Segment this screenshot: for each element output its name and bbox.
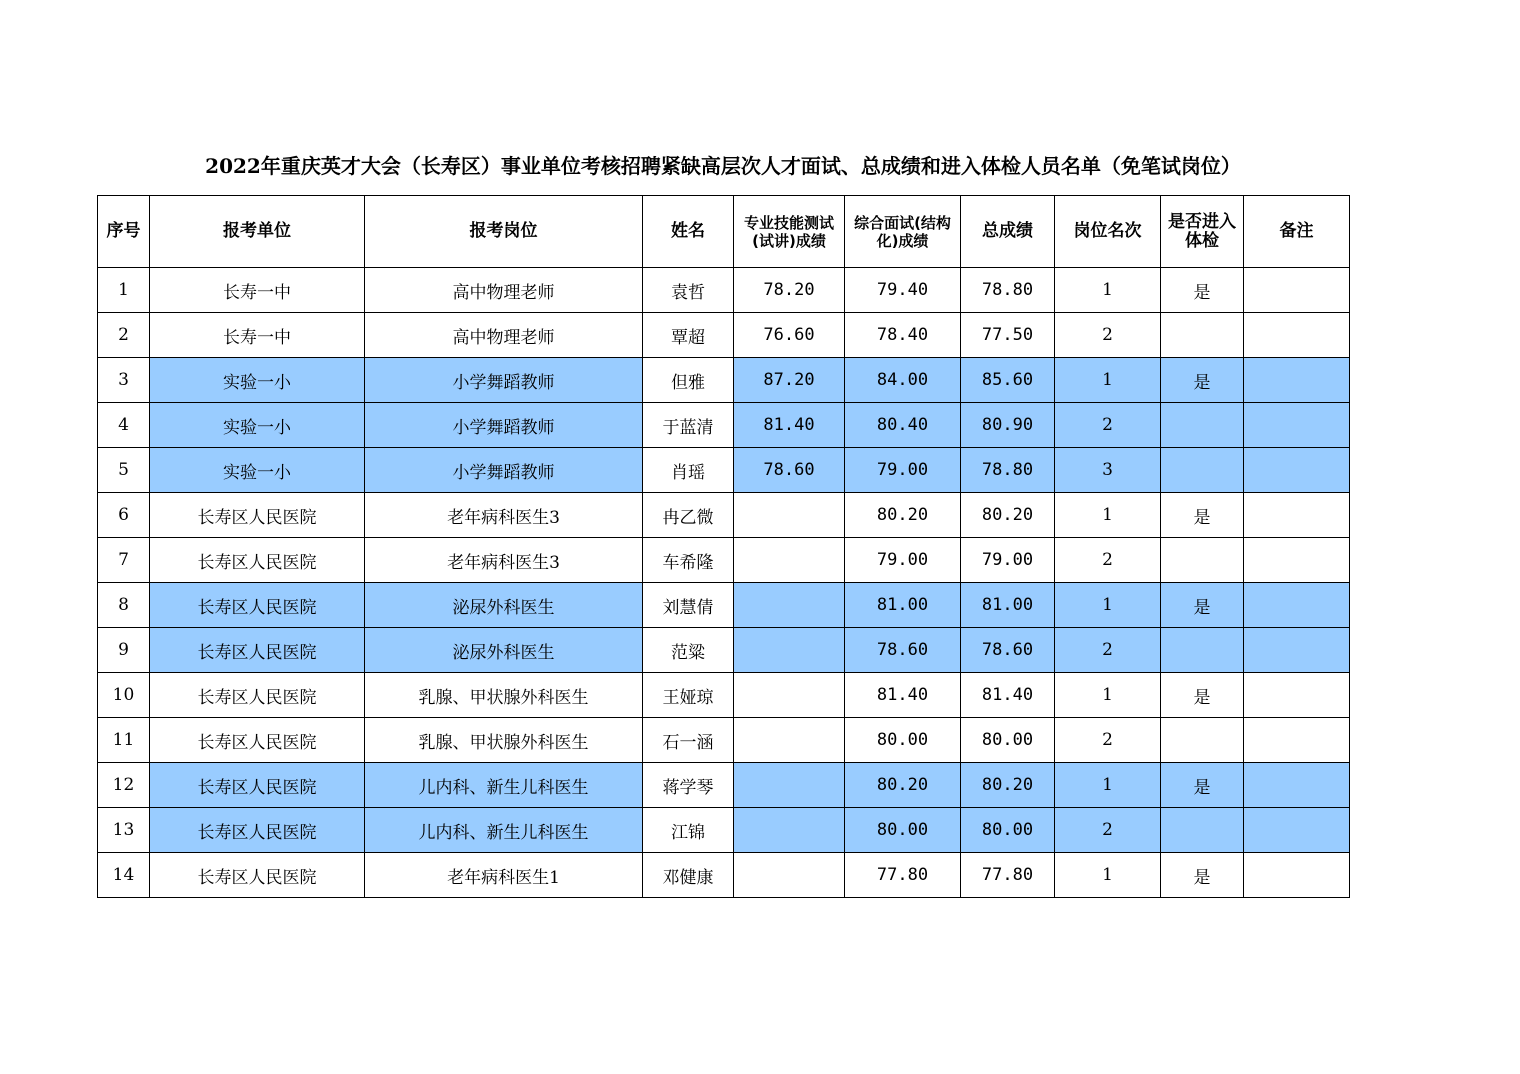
- cell-interview-score: 79.40: [845, 268, 961, 313]
- cell-interview-score: 80.00: [845, 808, 961, 853]
- cell-name: 江锦: [643, 808, 734, 853]
- cell-total-score: 77.80: [961, 853, 1055, 898]
- cell-physical-exam: 是: [1161, 268, 1244, 313]
- cell-physical-exam: 是: [1161, 763, 1244, 808]
- table-row: [98, 538, 1350, 583]
- cell-unit: 长寿区人民医院: [150, 673, 365, 718]
- table-row: [98, 493, 1350, 538]
- cell-total-score: 78.80: [961, 448, 1055, 493]
- cell-note: [1244, 853, 1350, 898]
- cell-name: 于蓝清: [643, 403, 734, 448]
- header-seq: 序号: [98, 196, 150, 268]
- cell-interview-score: 80.00: [845, 718, 961, 763]
- cell-note: [1244, 583, 1350, 628]
- cell-post: 儿内科、新生儿科医生: [365, 763, 643, 808]
- cell-name: 袁哲: [643, 268, 734, 313]
- cell-skill-score: [734, 853, 845, 898]
- cell-physical-exam: [1161, 313, 1244, 358]
- cell-unit: 长寿区人民医院: [150, 853, 365, 898]
- cell-skill-score: [734, 673, 845, 718]
- cell-name: 范粱: [643, 628, 734, 673]
- cell-rank: 2: [1055, 313, 1161, 358]
- table-row: [98, 583, 1350, 628]
- cell-rank: 2: [1055, 403, 1161, 448]
- cell-seq: 8: [98, 583, 150, 628]
- cell-note: [1244, 808, 1350, 853]
- cell-post: 高中物理老师: [365, 313, 643, 358]
- cell-seq: 3: [98, 358, 150, 403]
- cell-skill-score: [734, 808, 845, 853]
- header-rank: 岗位名次: [1055, 196, 1161, 268]
- cell-note: [1244, 313, 1350, 358]
- cell-post: 老年病科医生1: [365, 853, 643, 898]
- cell-post: 小学舞蹈教师: [365, 358, 643, 403]
- cell-name: 冉乙微: [643, 493, 734, 538]
- cell-seq: 4: [98, 403, 150, 448]
- table-header-row: [98, 196, 1350, 268]
- cell-total-score: 80.20: [961, 493, 1055, 538]
- cell-physical-exam: 是: [1161, 493, 1244, 538]
- cell-seq: 2: [98, 313, 150, 358]
- header-note: 备注: [1244, 196, 1350, 268]
- cell-unit: 长寿区人民医院: [150, 763, 365, 808]
- cell-unit: 长寿区人民医院: [150, 493, 365, 538]
- cell-note: [1244, 403, 1350, 448]
- cell-unit: 长寿区人民医院: [150, 538, 365, 583]
- cell-seq: 10: [98, 673, 150, 718]
- cell-total-score: 80.90: [961, 403, 1055, 448]
- results-table: [97, 195, 1350, 898]
- cell-note: [1244, 673, 1350, 718]
- cell-note: [1244, 358, 1350, 403]
- cell-physical-exam: 是: [1161, 583, 1244, 628]
- cell-seq: 1: [98, 268, 150, 313]
- cell-post: 泌尿外科医生: [365, 583, 643, 628]
- table-row: [98, 808, 1350, 853]
- cell-skill-score: 81.40: [734, 403, 845, 448]
- cell-seq: 6: [98, 493, 150, 538]
- cell-interview-score: 78.40: [845, 313, 961, 358]
- table-row: [98, 403, 1350, 448]
- cell-post: 乳腺、甲状腺外科医生: [365, 673, 643, 718]
- cell-interview-score: 79.00: [845, 538, 961, 583]
- cell-total-score: 78.60: [961, 628, 1055, 673]
- table-body: [98, 268, 1350, 898]
- cell-name: 刘慧倩: [643, 583, 734, 628]
- cell-note: [1244, 538, 1350, 583]
- cell-interview-score: 77.80: [845, 853, 961, 898]
- cell-interview-score: 78.60: [845, 628, 961, 673]
- cell-skill-score: 76.60: [734, 313, 845, 358]
- cell-total-score: 81.40: [961, 673, 1055, 718]
- cell-rank: 1: [1055, 763, 1161, 808]
- cell-rank: 2: [1055, 718, 1161, 763]
- cell-skill-score: 87.20: [734, 358, 845, 403]
- cell-total-score: 78.80: [961, 268, 1055, 313]
- cell-post: 老年病科医生3: [365, 538, 643, 583]
- cell-seq: 9: [98, 628, 150, 673]
- cell-total-score: 80.00: [961, 808, 1055, 853]
- cell-total-score: 81.00: [961, 583, 1055, 628]
- cell-seq: 12: [98, 763, 150, 808]
- header-unit: 报考单位: [150, 196, 365, 268]
- cell-skill-score: 78.20: [734, 268, 845, 313]
- cell-note: [1244, 718, 1350, 763]
- cell-unit: 长寿一中: [150, 268, 365, 313]
- cell-name: 王娅琼: [643, 673, 734, 718]
- cell-unit: 长寿区人民医院: [150, 808, 365, 853]
- cell-name: 车希隆: [643, 538, 734, 583]
- cell-name: 蒋学琴: [643, 763, 734, 808]
- cell-interview-score: 79.00: [845, 448, 961, 493]
- cell-interview-score: 81.00: [845, 583, 961, 628]
- cell-interview-score: 80.40: [845, 403, 961, 448]
- table-row: [98, 853, 1350, 898]
- table-row: [98, 313, 1350, 358]
- cell-name: 石一涵: [643, 718, 734, 763]
- cell-rank: 1: [1055, 493, 1161, 538]
- cell-note: [1244, 493, 1350, 538]
- cell-physical-exam: [1161, 538, 1244, 583]
- cell-note: [1244, 628, 1350, 673]
- cell-total-score: 80.20: [961, 763, 1055, 808]
- cell-name: 肖瑶: [643, 448, 734, 493]
- header-post: 报考岗位: [365, 196, 643, 268]
- cell-note: [1244, 268, 1350, 313]
- cell-post: 乳腺、甲状腺外科医生: [365, 718, 643, 763]
- cell-skill-score: 78.60: [734, 448, 845, 493]
- cell-skill-score: [734, 718, 845, 763]
- cell-total-score: 79.00: [961, 538, 1055, 583]
- cell-physical-exam: 是: [1161, 358, 1244, 403]
- header-interview-score: 综合面试(结构化)成绩: [845, 196, 961, 268]
- cell-unit: 长寿区人民医院: [150, 628, 365, 673]
- cell-physical-exam: [1161, 718, 1244, 763]
- cell-name: 覃超: [643, 313, 734, 358]
- cell-unit: 长寿一中: [150, 313, 365, 358]
- cell-skill-score: [734, 763, 845, 808]
- cell-skill-score: [734, 628, 845, 673]
- cell-seq: 5: [98, 448, 150, 493]
- cell-post: 小学舞蹈教师: [365, 448, 643, 493]
- cell-interview-score: 80.20: [845, 763, 961, 808]
- cell-physical-exam: 是: [1161, 673, 1244, 718]
- cell-unit: 长寿区人民医院: [150, 583, 365, 628]
- cell-skill-score: [734, 583, 845, 628]
- cell-rank: 1: [1055, 853, 1161, 898]
- cell-rank: 3: [1055, 448, 1161, 493]
- table-row: [98, 673, 1350, 718]
- cell-physical-exam: [1161, 808, 1244, 853]
- cell-seq: 14: [98, 853, 150, 898]
- cell-unit: 实验一小: [150, 403, 365, 448]
- cell-rank: 1: [1055, 268, 1161, 313]
- cell-total-score: 85.60: [961, 358, 1055, 403]
- cell-rank: 2: [1055, 628, 1161, 673]
- cell-post: 儿内科、新生儿科医生: [365, 808, 643, 853]
- header-total-score: 总成绩: [961, 196, 1055, 268]
- cell-post: 老年病科医生3: [365, 493, 643, 538]
- table-row: [98, 628, 1350, 673]
- cell-interview-score: 80.20: [845, 493, 961, 538]
- cell-rank: 1: [1055, 358, 1161, 403]
- table-row: [98, 448, 1350, 493]
- cell-unit: 实验一小: [150, 448, 365, 493]
- cell-seq: 11: [98, 718, 150, 763]
- table-row: [98, 718, 1350, 763]
- table-row: [98, 763, 1350, 808]
- cell-rank: 1: [1055, 673, 1161, 718]
- cell-skill-score: [734, 493, 845, 538]
- cell-physical-exam: [1161, 448, 1244, 493]
- cell-rank: 2: [1055, 538, 1161, 583]
- cell-interview-score: 81.40: [845, 673, 961, 718]
- table-row: [98, 358, 1350, 403]
- cell-skill-score: [734, 538, 845, 583]
- cell-physical-exam: [1161, 403, 1244, 448]
- cell-rank: 1: [1055, 583, 1161, 628]
- cell-unit: 长寿区人民医院: [150, 718, 365, 763]
- cell-name: 邓健康: [643, 853, 734, 898]
- cell-note: [1244, 448, 1350, 493]
- cell-note: [1244, 763, 1350, 808]
- cell-post: 泌尿外科医生: [365, 628, 643, 673]
- cell-total-score: 80.00: [961, 718, 1055, 763]
- cell-seq: 7: [98, 538, 150, 583]
- cell-name: 但雅: [643, 358, 734, 403]
- cell-interview-score: 84.00: [845, 358, 961, 403]
- page-title: 2022年重庆英才大会（长寿区）事业单位考核招聘紧缺高层次人才面试、总成绩和进入体检人员名单（免笔试岗位）: [205, 154, 1241, 178]
- header-name: 姓名: [643, 196, 734, 268]
- cell-seq: 13: [98, 808, 150, 853]
- cell-post: 高中物理老师: [365, 268, 643, 313]
- cell-physical-exam: 是: [1161, 853, 1244, 898]
- cell-rank: 2: [1055, 808, 1161, 853]
- cell-total-score: 77.50: [961, 313, 1055, 358]
- cell-physical-exam: [1161, 628, 1244, 673]
- header-physical-exam: 是否进入体检: [1161, 196, 1244, 268]
- cell-post: 小学舞蹈教师: [365, 403, 643, 448]
- table-row: [98, 268, 1350, 313]
- cell-unit: 实验一小: [150, 358, 365, 403]
- header-skill-score: 专业技能测试(试讲)成绩: [734, 196, 845, 268]
